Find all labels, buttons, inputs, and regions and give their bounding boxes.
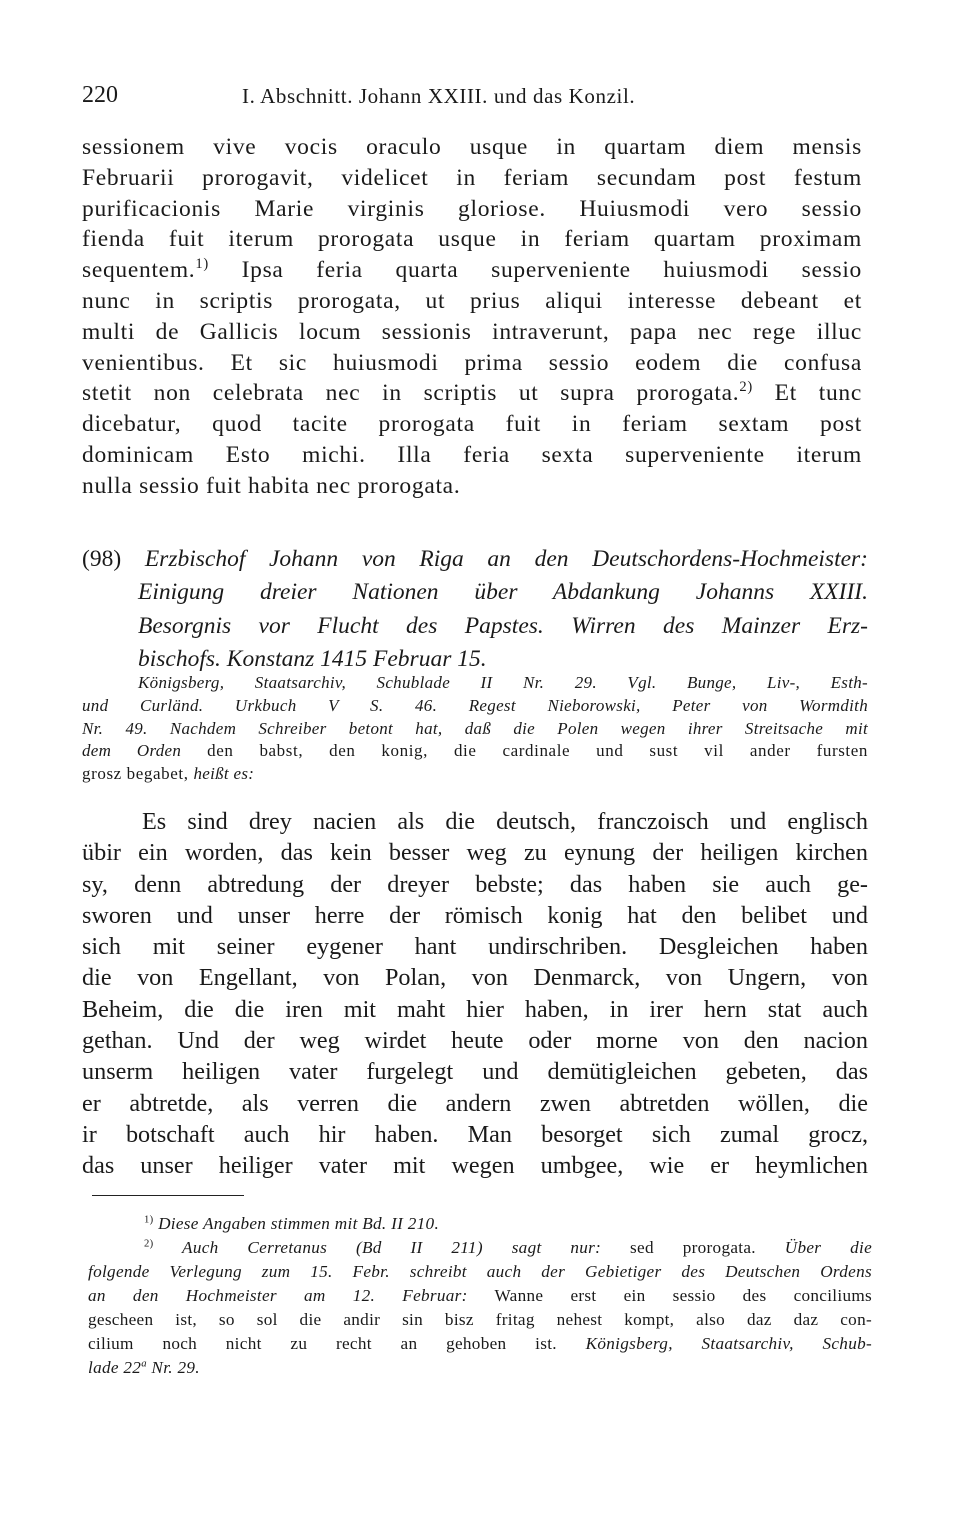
footnote-text: Nr. 29. (146, 1358, 200, 1377)
letter-text (82, 806, 868, 1182)
footnote-text: Diese Angaben stimmen mit Bd. II 210. (153, 1214, 440, 1233)
running-title: I. Abschnitt. Johann XXIII. und das Konzil. (242, 84, 636, 108)
source-line: Nr. 49. Nachdem Schreiber betont hat, daß die Polen wegen ihrer Streitsache mit (82, 718, 868, 738)
text-line: gethan. Und der weg wirdet heute oder morne von den nacion (82, 1027, 868, 1055)
footnote-text: an den Hochmeister am 12. Februar: (88, 1286, 468, 1305)
text-line: fienda fuit iterum prorogata usque in feriam quartam proximam (82, 226, 862, 253)
text-line (82, 255, 862, 286)
heading-line (82, 543, 868, 576)
paragraph-latin (82, 132, 862, 502)
source-quote: den babst, den konig, die cardinale und sust vil ander fursten (181, 741, 868, 761)
footnote-marker: 1) (144, 1214, 154, 1226)
footnote-marker: 2) (144, 1238, 154, 1250)
source-line (82, 763, 868, 786)
source-line: Königsberg, Staatsarchiv, Schublade II Nr. 29. Vgl. Bunge, Liv-, Esth- (138, 673, 868, 692)
footnote-text: Königsberg, Staatsarchiv, Schub- (556, 1334, 872, 1353)
source-note (82, 672, 868, 786)
footnote-quote: cilium noch nicht zu recht an gehoben ist. (88, 1334, 557, 1353)
text-line: nulla sessio fuit habita nec prorogata. (82, 472, 461, 499)
text-fragment: Ipsa feria quarta superveniente huiusmodi sessio (208, 257, 862, 284)
source-line (82, 740, 868, 763)
text-line: sworen und unser herre der römisch konig hat den belibet und (82, 901, 868, 929)
footnote-marker: 1) (195, 256, 209, 273)
footnote-quote: Wanne erst ein sessio des conciliums (467, 1286, 872, 1305)
text-line: dicebatur, quod tacite prorogata fuit in feriam sextam post (82, 411, 862, 438)
source-quote: grosz begabet, (82, 764, 194, 784)
heading-line: bischofs. Konstanz 1415 Februar 15. (138, 645, 487, 672)
heading-text: Erzbischof Johann von Riga an den Deutschordens-Hochmeister: (144, 546, 868, 572)
text-line: die von Engellant, von Polan, von Denmarck, von Ungern, von (82, 964, 868, 992)
superscript: a (141, 1358, 147, 1370)
footnote-line (88, 1284, 872, 1308)
footnote-1 (88, 1212, 872, 1236)
footnote-text: Auch Cerretanus (Bd II 211) sagt nur: (153, 1238, 602, 1257)
footnote-line: gescheen ist, so sol die andir sin bisz fritag nehest kompt, also daz daz con- (88, 1310, 872, 1329)
text-line: Februarii prorogavit, videlicet in feriam secundam post festum (82, 164, 862, 191)
text-line: übir ein worden, das kein besser weg zu eynung der heiligen kirchen (82, 839, 868, 867)
text-line: sessionem vive vocis oraculo usque in quartam diem mensis (82, 134, 862, 160)
footnote-2 (88, 1236, 872, 1260)
text-line: ir botschaft auch hir haben. Man besorget sich zumal grocz, (82, 1120, 868, 1148)
footnotes (88, 1212, 872, 1380)
text-fragment: sequentem. (82, 257, 196, 284)
text-line: venientibus. Et sic huiusmodi prima sessio eodem die confusa (82, 349, 862, 376)
source-italic: heißt es: (193, 764, 255, 784)
footnote-line (88, 1356, 872, 1380)
text-line: nunc in scriptis prorogata, ut prius aliqui interesse debeant et (82, 287, 862, 314)
source-italic: dem Orden (82, 741, 182, 761)
text-line: sich mit seiner eygener hant undirschriben. Desgleichen haben (82, 933, 868, 961)
text-line: sy, denn abtredung der dreyer bebste; das haben sie auch ge- (82, 870, 868, 898)
heading-line: Einigung dreier Nationen über Abdankung Johanns XXIII. (138, 579, 868, 606)
footnote-divider (92, 1195, 244, 1196)
document-heading (82, 543, 868, 676)
text-line: dominicam Esto michi. Illa feria sexta superveniente iterum (82, 441, 862, 468)
text-line (82, 378, 862, 409)
page-number: 220 (82, 82, 118, 108)
text-line: purificacionis Marie virginis gloriose. Huiusmodi vero sessio (82, 195, 862, 222)
running-head (82, 82, 882, 114)
text-fragment: stetit non celebrata nec in scriptis ut supra prorogata. (82, 380, 740, 407)
document-number: (98) (82, 546, 122, 572)
text-fragment: Et tunc (752, 380, 862, 407)
text-line: das unser heiliger vater mit wegen umbgee, wie er heymlichen (82, 1152, 868, 1180)
text-line: er abtretde, als verren die andern zwen abtretden wöllen, die (82, 1089, 868, 1117)
text-line: multi de Gallicis locum sessionis intraverunt, papa nec rege illuc (82, 318, 862, 345)
footnote-text: Über die (755, 1238, 872, 1257)
text-line: Es sind drey nacien als die deutsch, franczoisch und englisch (142, 808, 868, 835)
footnote-quote: sed prorogata. (601, 1238, 756, 1257)
source-line: und Curländ. Urkbuch V S. 46. Regest Nieborowski, Peter von Wormdith (82, 695, 868, 715)
heading-line: Besorgnis vor Flucht des Papstes. Wirren des Mainzer Erz- (138, 612, 868, 639)
footnote-text: lade 22 (88, 1358, 142, 1377)
footnote-line (88, 1332, 872, 1356)
text-line: Beheim, die die iren mit maht hier haben, in irer hern stat auch (82, 995, 868, 1023)
footnote-marker: 2) (739, 379, 753, 396)
footnote-line: folgende Verlegung zum 15. Febr. schreibt auch der Gebietiger des Deutschen Ordens (88, 1262, 872, 1281)
text-line: unserm heiligen vater furgelegt und demütigleichen gebeten, das (82, 1058, 868, 1086)
